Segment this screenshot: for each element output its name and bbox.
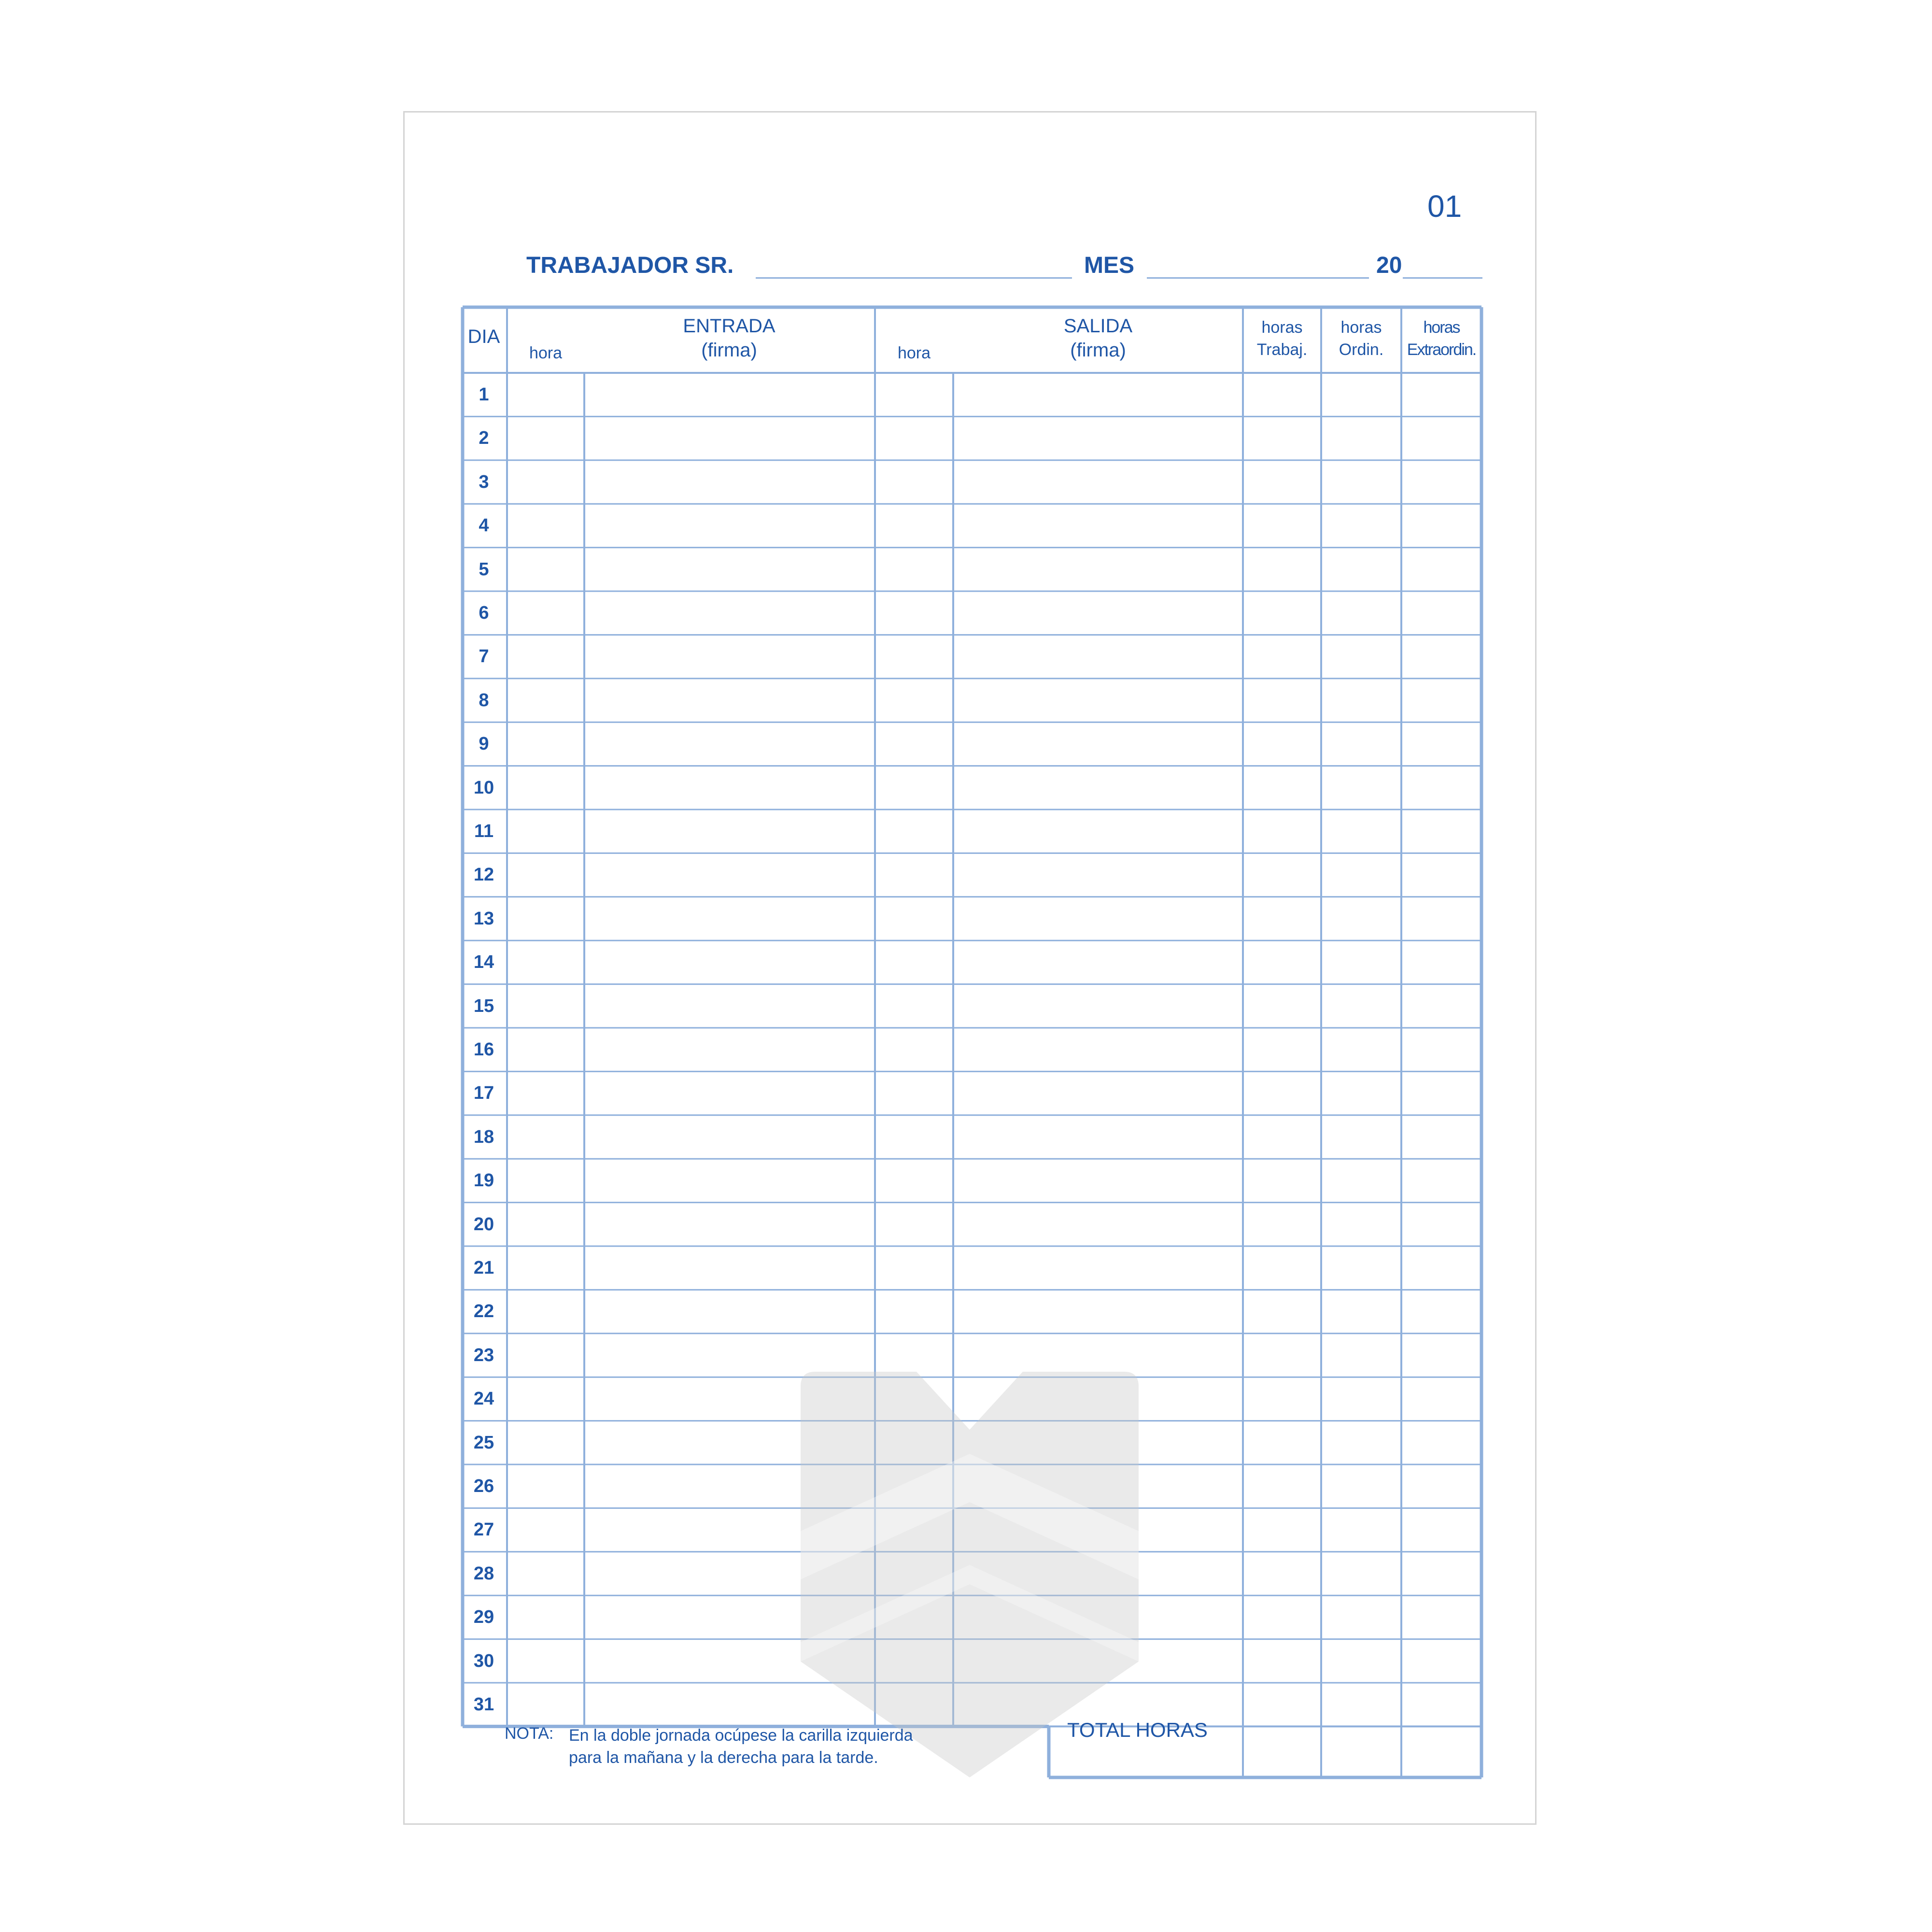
extra-line2: Extraordin. — [1407, 341, 1476, 359]
day-number: 16 — [473, 1039, 494, 1060]
col-day-header: DIA — [467, 326, 500, 347]
entry-subtitle: (firma) — [701, 340, 757, 361]
day-number: 27 — [473, 1520, 494, 1540]
day-number: 31 — [473, 1694, 494, 1715]
note-line-1: En la doble jornada ocúpese la carilla izquierda — [569, 1726, 913, 1745]
worker-label: TRABAJADOR SR. — [526, 253, 734, 278]
day-number: 24 — [473, 1389, 494, 1409]
day-number: 10 — [473, 777, 494, 798]
day-number: 22 — [473, 1301, 494, 1322]
ordinary-line1: horas — [1340, 318, 1382, 337]
day-number: 1 — [479, 384, 489, 405]
day-number: 25 — [473, 1432, 494, 1453]
ordinary-line2: Ordin. — [1339, 341, 1384, 359]
day-number: 13 — [473, 908, 494, 929]
day-number: 21 — [473, 1258, 494, 1278]
day-number: 23 — [473, 1345, 494, 1365]
day-number: 26 — [473, 1476, 494, 1496]
day-number: 12 — [473, 865, 494, 885]
col-ordinary-header — [1321, 316, 1401, 361]
col-entry-hour-header: hora — [529, 344, 563, 362]
exit-title: SALIDA — [1063, 315, 1133, 337]
day-number: 28 — [473, 1563, 494, 1584]
day-number: 30 — [473, 1650, 494, 1671]
day-number: 19 — [473, 1170, 494, 1191]
day-number: 3 — [479, 471, 489, 492]
year-label: 20 — [1376, 253, 1402, 278]
day-number: 15 — [473, 995, 494, 1016]
note-line-2: para la mañana y la derecha para la tarde. — [569, 1748, 878, 1767]
logo-watermark — [801, 1372, 1139, 1777]
month-label: MES — [1084, 253, 1135, 278]
col-entry-header — [584, 314, 874, 362]
day-number: 4 — [479, 515, 489, 536]
sheet-number: 01 — [1427, 189, 1462, 224]
exit-subtitle: (firma) — [1070, 340, 1126, 361]
col-exit-header — [953, 314, 1243, 362]
day-number: 17 — [473, 1083, 494, 1104]
worked-line1: horas — [1261, 318, 1303, 337]
day-number: 6 — [479, 603, 489, 623]
day-number: 5 — [479, 559, 489, 580]
day-number: 18 — [473, 1126, 494, 1147]
extra-line1: horas — [1423, 318, 1460, 337]
day-number: 20 — [473, 1214, 494, 1235]
day-number: 2 — [479, 428, 489, 449]
total-hours-label: TOTAL HORAS — [1067, 1719, 1208, 1741]
day-number: 8 — [479, 690, 489, 710]
day-number: 11 — [474, 821, 494, 841]
entry-title: ENTRADA — [683, 315, 776, 337]
day-number: 7 — [479, 646, 489, 667]
day-number: 9 — [479, 734, 489, 754]
col-extra-header — [1401, 316, 1481, 361]
day-number: 29 — [473, 1607, 494, 1628]
col-exit-hour-header: hora — [897, 344, 931, 362]
worked-line2: Trabaj. — [1256, 341, 1308, 359]
note-label: NOTA: — [505, 1724, 554, 1743]
day-number: 14 — [473, 952, 494, 973]
col-worked-header — [1243, 316, 1321, 361]
note-text — [569, 1724, 913, 1769]
